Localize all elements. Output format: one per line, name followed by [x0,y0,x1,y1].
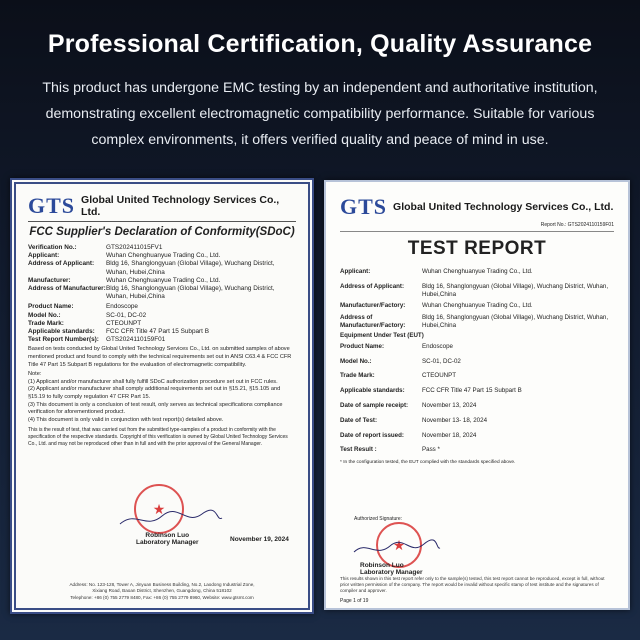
spacer [340,439,614,446]
spacer [340,276,614,283]
sdoc-field [28,328,296,336]
field-value: FCC CFR Title 47 Part 15 Subpart B [106,328,209,336]
report-field [340,283,614,299]
field-key: Manufacturer: [28,276,71,284]
eut-field [340,387,614,395]
page-number: Page 1 of 19 [340,598,369,604]
eut-section-heading: Equipment Under Test (EUT) [340,331,424,339]
sdoc-footer [16,582,308,601]
sdoc-field [28,312,296,320]
report-brand [340,196,614,218]
field-value: Pass * [422,446,440,454]
spacer [340,365,614,372]
report-note: * In the configuration tested, the EUT complied with the standards specified above. [340,460,516,466]
field-key: Test Report Number(s): [28,336,99,344]
report-number: Report No.: GTS2024110159F01 [540,222,614,228]
intro-line: demonstrating excellent electromagnetic compatibility performance. Suitable for various [45,106,595,122]
signer-name: Robinson Luo [145,532,190,539]
field-key: Applicant: [28,252,60,260]
field-key: Trade Mark: [28,319,64,327]
field-value: SC-01, DC-02 [422,357,461,365]
spacer [340,395,614,402]
divider [28,221,296,222]
eut-field [340,372,614,380]
sdoc-field [28,320,296,328]
eut-fields [340,343,614,454]
intro-paragraph [20,75,620,153]
field-value: SC-01, DC-02 [106,311,147,319]
report-signer-block [360,562,423,576]
sdoc-brand [28,194,296,218]
sdoc-note: (1) Applicant and/or manufacturer shall fully fulfill SDoC authorization procedure set out in FCC rules. [28,378,278,385]
spacer [340,351,614,358]
field-value: Bldg 16, Shanglongyuan (Global Village), Wuchang District, Wuhan, Hubei,China [422,314,609,329]
sdoc-fine-print: This is the result of test, that was carried out from the submitted type-samples of a product in conformity with the specification of the respective standards. Copyright of this verification is owned by Global United Technology Services Co., Ltd. and may not be reproduced other than in full and with the prior approval of the General Manager. [28,427,288,447]
eut-field [340,446,614,454]
field-value: Wuhan Chenghuanyue Trading Co., Ltd. [106,252,221,260]
field-key: Product Name: [340,342,385,350]
sdoc-title: FCC Supplier's Declaration of Conformity(SDoC) [29,226,295,238]
field-value: FCC CFR Title 47 Part 15 Subpart B [422,387,522,395]
footer-line: Xixiang Road, Baoan District, Shenzhen, Guangdong, China 518102 [92,588,232,594]
footer-line: Telephone: +86 (0) 755 2779 8480, Fax: +86 (0) 755 2779 8960, Website: www.gtsmt.com [70,594,254,600]
sdoc-note: (3) This document is only a conclusion of test result, only serves as technical specifications compliance verification for aforementioned product. [28,401,283,416]
field-key: Trade Mark: [340,372,375,380]
field-value: November 13, 2024 [422,401,477,409]
footer-line: Address: No. 123-128, Tower A, Jinyuan Business Building, No.2, Laodong Industrial Zone, [69,582,255,587]
field-key: Model No.: [28,311,61,319]
report-field [340,268,614,276]
report-title: TEST REPORT [407,238,547,259]
signature-scribble [116,506,226,532]
field-key: Applicable standards: [340,387,405,395]
field-value: GTS202411015FV1 [106,244,163,251]
sdoc-field [28,277,296,285]
field-value: CTEOUNPT [106,319,142,327]
field-value: Bldg 16, Shanglongyuan (Global Village), Wuchang District, Wuhan, Hubei,China [106,285,275,301]
gts-logo: GTS [340,194,388,219]
field-key: Address of Applicant: [340,282,405,290]
company-name: Global United Technology Services Co., Ltd. [393,201,614,213]
company-name: Global United Technology Services Co., Ltd. [81,194,280,218]
intro-line: This product has undergone EMC testing by an independent and authoritative institution, [42,80,598,96]
sdoc-field [28,285,296,301]
sdoc-field [28,260,296,276]
field-key: Date of sample receipt: [340,401,409,409]
sdoc-note: (2) Applicant and/or manufacturer shall comply additional requirements set out in §15.21, §15.105 and §15.19 to fully comply regulation 47 CFR Part 15. [28,386,281,400]
sdoc-date: November 19, 2024 [230,536,289,543]
signer-title: Laboratory Manager [360,569,423,576]
spacer [340,380,614,387]
sdoc-field [28,252,296,260]
divider [340,231,614,232]
sdoc-fields [28,244,296,344]
sdoc-note-label: Note: [28,371,42,378]
field-value: Wuhan Chenghuanyue Trading Co., Ltd. [422,268,533,275]
eut-field [340,432,614,440]
field-value: CTEOUNPT [422,372,457,380]
spacer [340,425,614,432]
gts-logo: GTS [28,193,76,218]
star-icon: ★ [152,500,166,517]
field-value: Bldg 16, Shanglongyuan (Global Village), Wuchang District, Wuhan, Hubei,China [422,282,609,298]
field-value: November 18, 2024 [422,431,477,439]
field-key: Verification No.: [28,244,77,251]
field-key: Date of Test: [340,416,378,424]
spacer [340,410,614,417]
field-value: Bldg 16, Shanglongyuan (Global Village), Wuchang District, Wuhan, Hubei,China [106,260,275,276]
field-value: Endoscope [106,303,138,311]
sdoc-field [28,303,296,311]
sdoc-certificate [10,178,314,614]
report-disclaimer: This results shown in this test report refer only to the sample(s) tested, this test report cannot be reproduced, except in full, without prior written permission of the company. The report would be invalid without specific stamp of test institute and the signatures of compiler and approver. [340,576,605,593]
field-key: Address of Manufacturer/Factory: [340,314,406,329]
field-key: Applicant: [340,268,371,275]
report-field [340,314,614,330]
field-key: Product Name: [28,303,74,311]
page-headline: Professional Certification, Quality Assurance [47,30,593,58]
test-report-page [324,180,630,610]
field-key: Applicable standards: [28,328,95,336]
field-value: GTS2024110159F01 [106,336,166,344]
field-key: Date of report issued: [340,431,404,439]
field-key: Address of Manufacturer: [28,285,106,293]
star-icon: ★ [392,536,406,553]
field-key: Manufacturer/Factory: [340,302,406,310]
sdoc-field [28,244,296,252]
field-key: Model No.: [340,357,372,365]
field-value: Endoscope [422,342,453,350]
report-field [340,302,614,310]
sdoc-signer-block [136,532,199,546]
signer-title: Laboratory Manager [136,539,199,546]
eut-field [340,358,614,366]
field-value: Wuhan Chenghuanyue Trading Co., Ltd. [106,276,221,284]
field-value: Wuhan Chenghuanyue Trading Co., Ltd. [422,302,533,310]
signature-scribble [352,536,442,560]
authorized-signature-label: Authorized Signature: [354,516,403,522]
field-key: Test Result : [340,446,377,454]
field-key: Address of Applicant: [28,260,95,268]
field-value: November 13- 18, 2024 [422,416,488,424]
sdoc-field [28,336,296,344]
eut-field [340,402,614,410]
sdoc-statement: Based on tests conducted by Global United Technology Services Co., Ltd. on submitted samples of above mentioned product and found to comply with the technical requirements set out in ANSI C63.4 & FCC CFR Title 47 Part 15 Subpart B regulations for the evaluation of electromagnetic compatibility. [28,346,292,368]
intro-line: complex environments, it offers verified quality and peace of mind in use. [91,132,549,148]
eut-field [340,417,614,425]
signer-name: Robinson Luo [360,562,404,569]
sdoc-note: (4) This document is only valid in conjunction with test report(s) detailed above. [28,416,224,423]
eut-field [340,343,614,351]
